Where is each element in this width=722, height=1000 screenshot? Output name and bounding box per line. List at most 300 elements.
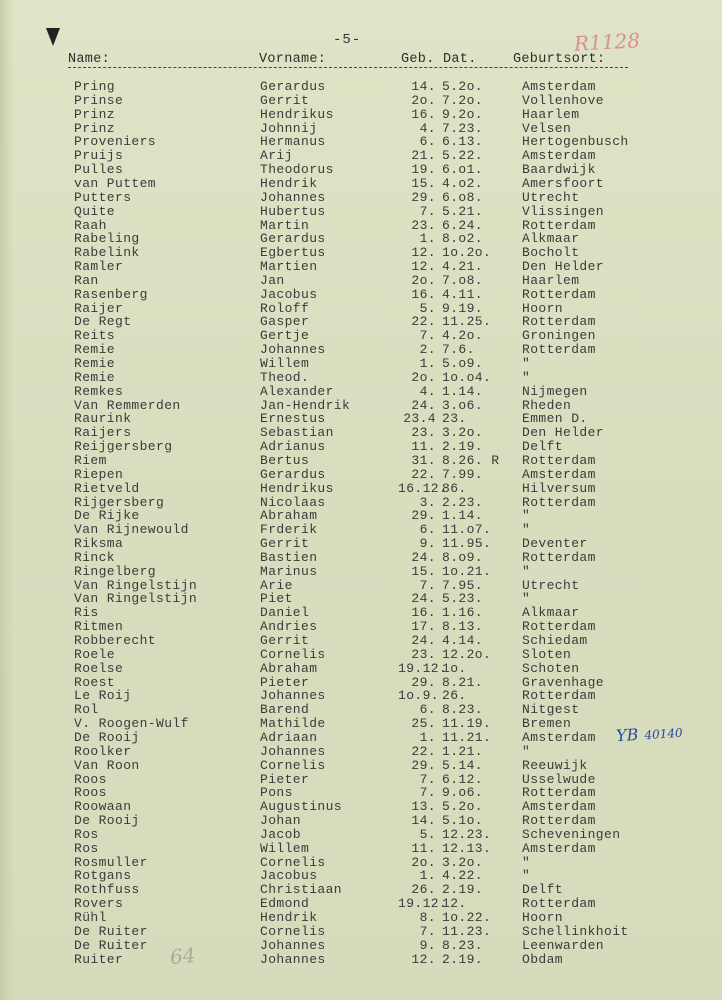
birth-day: 17.: [411, 619, 436, 635]
birth-month-year: 12.13.: [442, 840, 492, 856]
birth-month-year: 11.o7.: [442, 522, 492, 538]
birth-day: 6.: [419, 522, 436, 538]
last-name: Raijers: [74, 425, 132, 441]
birth-place: ": [522, 854, 531, 870]
list-item: [0, 468, 722, 482]
birth-day: 8.: [419, 910, 436, 925]
birth-place: Utrecht: [522, 577, 580, 593]
last-name: Putters: [74, 189, 132, 205]
first-name: Johannes: [260, 342, 326, 358]
first-name: Theod.: [260, 369, 310, 385]
last-name: Rinck: [74, 549, 116, 565]
birth-place: ": [522, 868, 531, 884]
birth-day: 24.: [411, 397, 436, 413]
birth-day: 3.: [419, 494, 436, 510]
first-name: Hubertus: [260, 203, 326, 219]
list-item: [0, 385, 722, 399]
birth-place: Vollenhove: [522, 92, 605, 108]
last-name: Rasenberg: [74, 286, 148, 302]
list-item: [0, 842, 722, 856]
last-name: Riksma: [74, 536, 124, 552]
blue-note-number: 40140: [643, 725, 684, 743]
list-item: [0, 288, 722, 302]
last-name: Van Ringelstijn: [74, 591, 198, 607]
birth-place: ": [522, 522, 531, 538]
birth-place: Utrecht: [522, 189, 580, 205]
first-name: Adrianus: [260, 439, 326, 455]
birth-day: 19.12.: [398, 660, 448, 676]
list-item: [0, 773, 722, 787]
last-name: Remie: [74, 342, 116, 358]
last-name: Rietveld: [74, 480, 140, 496]
birth-place: ": [522, 563, 531, 579]
list-item: [0, 634, 722, 648]
first-name: Johannes: [260, 951, 326, 967]
birth-month-year: 26.: [442, 688, 467, 704]
first-name: Gerrit: [260, 633, 310, 648]
birth-month-year: 1o.: [442, 660, 467, 676]
birth-month-year: 12.: [442, 896, 467, 912]
birth-place: Nijmegen: [522, 383, 588, 399]
last-name: De Regt: [74, 314, 132, 330]
birth-month-year: 9.o6.: [442, 785, 484, 801]
birth-month-year: 1o.22.: [442, 910, 492, 925]
last-name: Raijer: [74, 300, 124, 316]
birth-day: 7.: [419, 771, 436, 787]
last-name: Ruiter: [74, 951, 124, 967]
birth-place: Obdam: [522, 951, 564, 967]
birth-day: 16.: [411, 605, 436, 621]
list-item: [0, 925, 722, 939]
first-name: Egbertus: [260, 245, 326, 261]
last-name: Roelse: [74, 660, 124, 676]
birth-month-year: 12.23.: [442, 826, 492, 842]
birth-place: Vlissingen: [522, 203, 605, 219]
list-item: [0, 592, 722, 606]
birth-place: Amsterdam: [522, 79, 596, 94]
list-item: [0, 731, 722, 745]
birth-day: 23.: [411, 646, 436, 662]
birth-month-year: 11.21.: [442, 729, 492, 745]
first-name: Gerrit: [260, 536, 310, 552]
last-name: De Ruiter: [74, 923, 148, 939]
first-name: Adriaan: [260, 729, 318, 745]
birth-day: 6.: [419, 702, 436, 718]
birth-day: 7.: [419, 577, 436, 593]
birth-place: Schellinkhoit: [522, 923, 629, 939]
list-item: [0, 911, 722, 925]
birth-day: 29.: [411, 674, 436, 690]
birth-month-year: 8.23.: [442, 937, 484, 953]
birth-place: Amsterdam: [522, 840, 596, 856]
birth-place: Amsterdam: [522, 729, 596, 745]
birth-month-year: 5.21.: [442, 203, 484, 219]
birth-day: 21.: [411, 148, 436, 164]
list-item: [0, 482, 722, 496]
first-name: Andries: [260, 619, 318, 635]
first-name: Hendrik: [260, 175, 318, 191]
first-name: Johnnij: [260, 120, 318, 136]
first-name: Frderik: [260, 522, 318, 538]
first-name: Cornelis: [260, 646, 326, 662]
birth-month-year: 7.95.: [442, 577, 484, 593]
birth-place: Sloten: [522, 646, 572, 662]
first-name: Barend: [260, 702, 310, 718]
last-name: Remie: [74, 356, 116, 371]
first-name: Johan: [260, 813, 302, 829]
last-name: Van Rijnewould: [74, 522, 189, 538]
birth-month-year: 11.23.: [442, 923, 492, 939]
birth-day: 15.: [411, 175, 436, 191]
first-name: Marinus: [260, 563, 318, 579]
birth-month-year: 11.25.: [442, 314, 492, 330]
birth-place: Alkmaar: [522, 605, 580, 621]
birth-month-year: 9.2o.: [442, 106, 484, 122]
birth-place: Rheden: [522, 397, 572, 413]
last-name: Remie: [74, 369, 116, 385]
birth-month-year: 6.12.: [442, 771, 484, 787]
first-name: Jacobus: [260, 286, 318, 302]
last-name: van Puttem: [74, 175, 157, 191]
birth-month-year: 4.14.: [442, 633, 484, 648]
last-name: Reijgersberg: [74, 439, 173, 455]
birth-place: Hoorn: [522, 300, 564, 316]
birth-place: Gravenhage: [522, 674, 605, 690]
first-name: Ernestus: [260, 411, 326, 427]
birth-day: 9.: [419, 536, 436, 552]
birth-place: Rotterdam: [522, 217, 596, 233]
birth-place: Bremen: [522, 716, 572, 732]
last-name: V. Roogen-Wulf: [74, 716, 189, 732]
first-name: Pieter: [260, 771, 310, 787]
first-name: Hermanus: [260, 134, 326, 150]
birth-place: Schiedam: [522, 633, 588, 648]
list-item: [0, 814, 722, 828]
birth-place: Delft: [522, 882, 564, 898]
birth-day: 13.: [411, 799, 436, 815]
birth-month-year: 8.26. R: [442, 452, 500, 468]
birth-day: 7.: [419, 328, 436, 344]
last-name: Riepen: [74, 466, 124, 482]
birth-day: 23.: [411, 217, 436, 233]
birth-month-year: 7.99.: [442, 466, 484, 482]
birth-place: Rotterdam: [522, 896, 596, 912]
birth-month-year: 86.: [442, 480, 467, 496]
last-name: Pruijs: [74, 148, 124, 164]
first-name: Sebastian: [260, 425, 334, 441]
birth-day: 29.: [411, 189, 436, 205]
first-name: Bertus: [260, 452, 310, 468]
birth-place: Amsterdam: [522, 148, 596, 164]
birth-month-year: 1o.2o.: [442, 245, 492, 261]
first-name: Cornelis: [260, 757, 326, 773]
first-name: Willem: [260, 356, 310, 371]
birth-month-year: 8.13.: [442, 619, 484, 635]
last-name: De Rooij: [74, 729, 140, 745]
last-name: Prinse: [74, 92, 124, 108]
birth-month-year: 23.: [442, 411, 467, 427]
list-item: [0, 260, 722, 274]
birth-place: Den Helder: [522, 425, 605, 441]
first-name: Bastien: [260, 549, 318, 565]
birth-day: 23.4: [403, 411, 436, 427]
birth-month-year: 6.13.: [442, 134, 484, 150]
last-name: Roos: [74, 785, 107, 801]
list-item: [0, 177, 722, 191]
first-name: Gerardus: [260, 466, 326, 482]
birth-place: Rotterdam: [522, 813, 596, 829]
list-item: [0, 897, 722, 911]
birth-place: Alkmaar: [522, 231, 580, 247]
birth-month-year: 6.o1.: [442, 162, 484, 178]
last-name: Ringelberg: [74, 563, 157, 579]
birth-month-year: 1.21.: [442, 743, 484, 759]
birth-day: 24.: [411, 633, 436, 648]
first-name: Jacobus: [260, 868, 318, 884]
list-item: [0, 357, 722, 371]
birth-month-year: 3.o6.: [442, 397, 484, 413]
first-name: Hendrik: [260, 910, 318, 925]
page-number: -5-: [333, 32, 362, 48]
birth-day: 16.: [411, 106, 436, 122]
first-name: Gerrit: [260, 92, 310, 108]
last-name: Ramler: [74, 259, 124, 275]
archive-stamp-number: R1128: [573, 28, 641, 56]
birth-day: 29.: [411, 757, 436, 773]
last-name: Roolker: [74, 743, 132, 759]
birth-month-year: 5.1o.: [442, 813, 484, 829]
first-name: Johannes: [260, 743, 326, 759]
last-name: De Rooij: [74, 813, 140, 829]
birth-place: Velsen: [522, 120, 572, 136]
birth-day: 1o.9.: [398, 688, 440, 704]
birth-day: 16.: [411, 286, 436, 302]
first-name: Cornelis: [260, 923, 326, 939]
birth-place: ": [522, 356, 531, 371]
birth-day: 15.: [411, 563, 436, 579]
last-name: Rol: [74, 702, 99, 718]
last-name: Roele: [74, 646, 116, 662]
list-item: [0, 274, 722, 288]
birth-day: 12.: [411, 951, 436, 967]
birth-day: 26.: [411, 882, 436, 898]
list-item: [0, 80, 722, 94]
first-name: Daniel: [260, 605, 310, 621]
last-name: Prinz: [74, 120, 116, 136]
last-name: Rabelink: [74, 245, 140, 261]
birth-month-year: 3.2o.: [442, 425, 484, 441]
last-name: Le Roij: [74, 688, 132, 704]
birth-day: 2o.: [411, 369, 436, 385]
first-name: Piet: [260, 591, 293, 607]
first-name: Mathilde: [260, 716, 326, 732]
first-name: Arij: [260, 148, 293, 164]
birth-place: Delft: [522, 439, 564, 455]
birth-month-year: 11.19.: [442, 716, 492, 732]
first-name: Jan-Hendrik: [260, 397, 351, 413]
birth-place: Schoten: [522, 660, 580, 676]
first-name: Martien: [260, 259, 318, 275]
first-name: Abraham: [260, 660, 318, 676]
birth-place: ": [522, 369, 531, 385]
birth-day: 19.: [411, 162, 436, 178]
first-name: Cornelis: [260, 854, 326, 870]
birth-month-year: 4.2o.: [442, 328, 484, 344]
last-name: Rabeling: [74, 231, 140, 247]
header-name: Name:: [68, 52, 111, 67]
birth-place: Rotterdam: [522, 785, 596, 801]
birth-day: 1.: [419, 231, 436, 247]
birth-month-year: 7.23.: [442, 120, 484, 136]
birth-month-year: 4.11.: [442, 286, 484, 302]
birth-place: Scheveningen: [522, 826, 621, 842]
first-name: Pieter: [260, 674, 310, 690]
birth-day: 9.: [419, 937, 436, 953]
birth-place: Haarlem: [522, 106, 580, 122]
birth-month-year: 4.o2.: [442, 175, 484, 191]
birth-day: 2.: [419, 342, 436, 358]
birth-month-year: 4.21.: [442, 259, 484, 275]
handwritten-grey-note: 64: [168, 942, 197, 970]
birth-place: Rotterdam: [522, 688, 596, 704]
first-name: Hendrikus: [260, 480, 334, 496]
birth-place: Hilversum: [522, 480, 596, 496]
birth-day: 11.: [411, 439, 436, 455]
birth-day: 1.: [419, 356, 436, 371]
birth-place: Rotterdam: [522, 619, 596, 635]
last-name: De Rijke: [74, 508, 140, 524]
birth-month-year: 1.14.: [442, 383, 484, 399]
header-birth-date: Geb. Dat.: [401, 52, 477, 67]
birth-month-year: 11.95.: [442, 536, 492, 552]
last-name: Reits: [74, 328, 116, 344]
first-name: Willem: [260, 840, 310, 856]
last-name: Ritmen: [74, 619, 124, 635]
corner-punch-mark: [46, 28, 60, 46]
birth-month-year: 7.6.: [442, 342, 475, 358]
last-name: Pring: [74, 79, 116, 94]
birth-place: Rotterdam: [522, 342, 596, 358]
list-item: [0, 565, 722, 579]
last-name: Van Roon: [74, 757, 140, 773]
birth-day: 7.: [419, 785, 436, 801]
birth-month-year: 1.16.: [442, 605, 484, 621]
birth-place: Amsterdam: [522, 466, 596, 482]
birth-place: Leenwarden: [522, 937, 605, 953]
last-name: Roos: [74, 771, 107, 787]
birth-month-year: 2.19.: [442, 951, 484, 967]
birth-month-year: 1o.21.: [442, 563, 492, 579]
birth-place: Hoorn: [522, 910, 564, 925]
birth-place: Baardwijk: [522, 162, 596, 178]
list-item: [0, 689, 722, 703]
birth-month-year: 4.22.: [442, 868, 484, 884]
first-name: Jan: [260, 272, 285, 288]
birth-place: ": [522, 508, 531, 524]
first-name: Edmond: [260, 896, 310, 912]
birth-day: 22.: [411, 314, 436, 330]
last-name: Riem: [74, 452, 107, 468]
birth-place: Amsterdam: [522, 799, 596, 815]
last-name: Roowaan: [74, 799, 132, 815]
last-name: Rovers: [74, 896, 124, 912]
birth-day: 24.: [411, 591, 436, 607]
list-item: [0, 108, 722, 122]
birth-month-year: 8.o9.: [442, 549, 484, 565]
last-name: Ros: [74, 826, 99, 842]
birth-day: 16.12.: [398, 480, 448, 496]
first-name: Martin: [260, 217, 310, 233]
birth-month-year: 6.o8.: [442, 189, 484, 205]
first-name: Gerardus: [260, 231, 326, 247]
birth-day: 5.: [419, 300, 436, 316]
last-name: Ros: [74, 840, 99, 856]
list-item: [0, 537, 722, 551]
birth-month-year: 1.14.: [442, 508, 484, 524]
birth-day: 29.: [411, 508, 436, 524]
birth-month-year: 9.19.: [442, 300, 484, 316]
birth-place: Rotterdam: [522, 286, 596, 302]
birth-day: 2o.: [411, 92, 436, 108]
birth-month-year: 2.19.: [442, 882, 484, 898]
last-name: Ran: [74, 272, 99, 288]
list-item: [0, 94, 722, 108]
birth-place: Deventer: [522, 536, 588, 552]
birth-place: Rotterdam: [522, 549, 596, 565]
list-item: [0, 551, 722, 565]
list-item: [0, 191, 722, 205]
last-name: Rijgersberg: [74, 494, 165, 510]
last-name: Robberecht: [74, 633, 157, 648]
birth-day: 11.: [411, 840, 436, 856]
birth-day: 25.: [411, 716, 436, 732]
last-name: Pulles: [74, 162, 124, 178]
list-item: [0, 717, 722, 731]
first-name: Pons: [260, 785, 293, 801]
last-name: Van Ringelstijn: [74, 577, 198, 593]
last-name: Roest: [74, 674, 116, 690]
header-birth-place: Geburtsort:: [513, 52, 606, 67]
birth-place: ": [522, 743, 531, 759]
birth-place: ": [522, 591, 531, 607]
blue-note-letters: YB: [615, 724, 640, 746]
birth-month-year: 3.2o.: [442, 854, 484, 870]
first-name: Gertje: [260, 328, 310, 344]
birth-day: 22.: [411, 466, 436, 482]
birth-day: 1.: [419, 729, 436, 745]
birth-place: Reeuwijk: [522, 757, 588, 773]
birth-day: 2o.: [411, 272, 436, 288]
birth-month-year: 5.23.: [442, 591, 484, 607]
birth-day: 4.: [419, 120, 436, 136]
birth-place: Groningen: [522, 328, 596, 344]
last-name: Prinz: [74, 106, 116, 122]
last-name: Rosmuller: [74, 854, 148, 870]
birth-day: 24.: [411, 549, 436, 565]
birth-day: 7.: [419, 203, 436, 219]
list-item: [0, 205, 722, 219]
list-item: [0, 828, 722, 842]
birth-place: Haarlem: [522, 272, 580, 288]
last-name: Raah: [74, 217, 107, 233]
birth-day: 1.: [419, 868, 436, 884]
birth-place: Rotterdam: [522, 494, 596, 510]
first-name: Gerardus: [260, 79, 326, 94]
first-name: Johannes: [260, 189, 326, 205]
first-name: Nicolaas: [260, 494, 326, 510]
list-item: [0, 648, 722, 662]
first-name: Abraham: [260, 508, 318, 524]
